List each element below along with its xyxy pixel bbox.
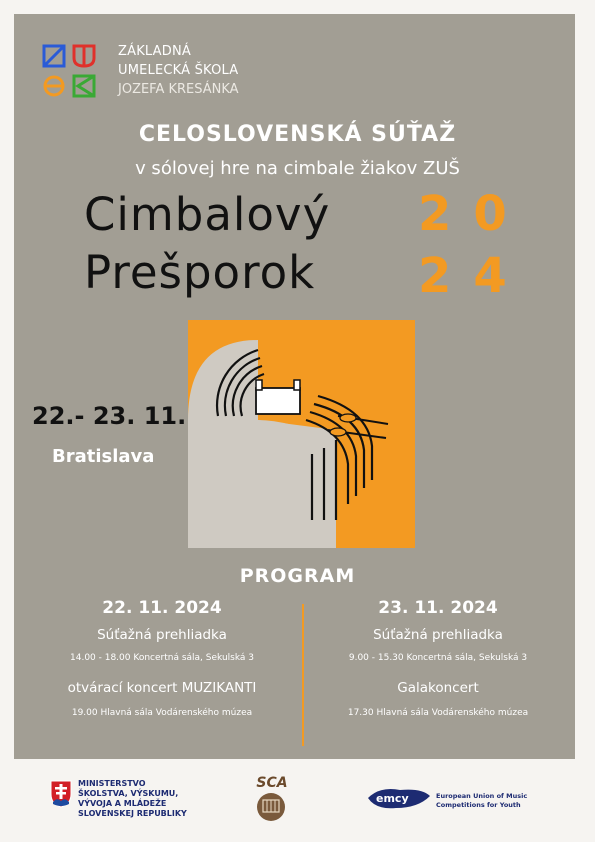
day-1-item-1-detail: 14.00 - 18.00 Koncertná sála, Sekulská 3 [70,653,254,663]
school-name [118,42,239,99]
program-heading: PROGRAM [239,565,356,587]
year-bottom: 24 [418,248,529,304]
day-1-date: 22. 11. 2024 [102,598,222,618]
day-1-item-2-detail: 19.00 Hlavná sála Vodárenského múzea [71,708,253,718]
event-dates: 22.- 23. 11. [32,402,187,430]
program-day-1 [32,598,292,718]
emcy-line-2: Competitions for Youth [436,801,521,809]
sca-label: SCA [256,775,288,791]
program-day-2 [308,598,568,718]
ministry-line-2: ŠKOLSTVA, VÝSKUMU, [78,789,179,798]
school-line-2: UMELECKÁ ŠKOLA [118,63,239,78]
day-2-item-2-detail: 17.30 Hlavná sála Vodárenského múzea [347,708,529,718]
school-line-3: JOZEFA KRESÁNKA [118,82,239,97]
day-1-item-2-title: otvárací koncert MUZIKANTI [67,680,257,696]
title-word-2: Prešporok [84,246,316,299]
ministry-line-1: MINISTERSTVO [78,779,146,788]
ministry-text [78,779,187,819]
program-divider [302,604,304,746]
school-logo-icon [42,44,96,98]
emcy-text [436,792,527,810]
day-2-date: 23. 11. 2024 [378,598,498,618]
day-2-item-1-title: Súťažná prehliadka [373,627,503,643]
ministry-line-4: SLOVENSKEJ REPUBLIKY [78,809,187,818]
day-1-item-1-title: Súťažná prehliadka [97,627,227,643]
year-top: 20 [418,186,529,242]
slovak-coat-of-arms-icon [50,780,72,808]
cimbalom-artwork-icon [188,320,415,548]
day-2-item-2-title: Galakoncert [397,680,479,696]
competition-heading: CELOSLOVENSKÁ SÚŤAŽ [138,122,457,147]
competition-subheading: v sólovej hre na cimbale žiakov ZUŠ [135,158,460,179]
event-city: Bratislava [52,446,155,467]
title-word-1: Cimbalový [84,188,331,241]
school-line-1: ZÁKLADNÁ [118,44,191,59]
ministry-line-3: VÝVOJA A MLÁDEŽE [78,799,167,808]
emcy-line-1: European Union of Music [436,792,528,800]
day-2-item-1-detail: 9.00 - 15.30 Koncertná sála, Sekulská 3 [348,653,528,663]
emcy-logo-text: emcy [376,792,409,805]
